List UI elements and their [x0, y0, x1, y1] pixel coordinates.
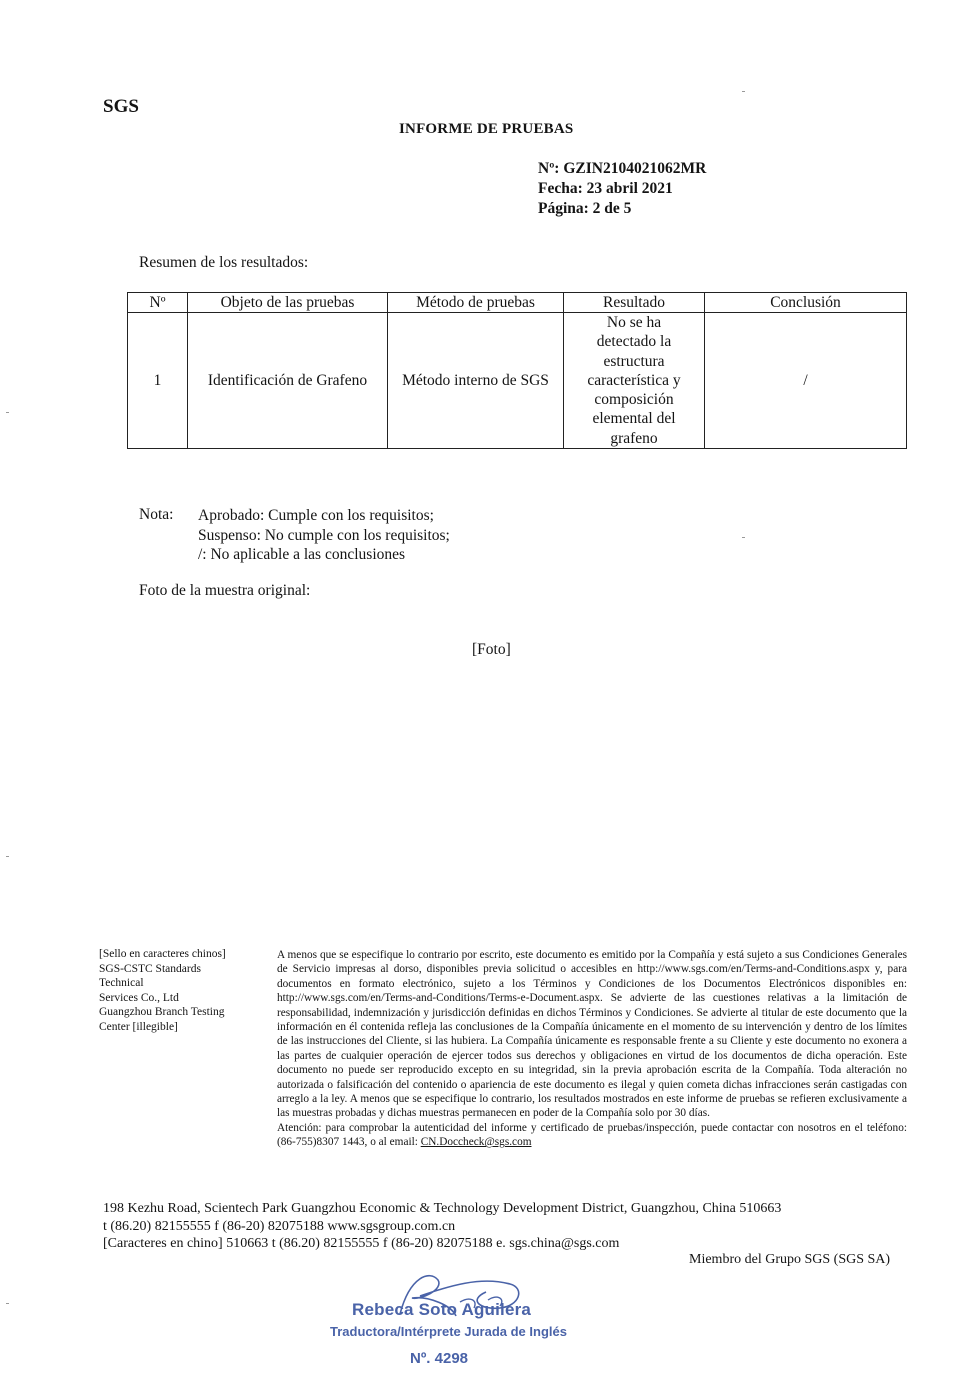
cell-object: Identificación de Grafeno — [188, 313, 388, 449]
photo-label: Foto de la muestra original: — [139, 582, 311, 599]
report-page: Página: 2 de 5 — [538, 200, 632, 217]
address-line: 198 Kezhu Road, Scientech Park Guangzhou Economic & Technology Development District, Guangzhou, China 510663 — [103, 1201, 782, 1216]
summary-label: Resumen de los resultados: — [139, 254, 309, 271]
cell-result — [564, 313, 705, 449]
note-line-not-applicable: /: No aplicable a las conclusiones — [198, 546, 406, 563]
stamp-line: SGS-CSTC Standards — [99, 962, 201, 975]
scan-speck — [742, 537, 745, 538]
scan-speck — [6, 1303, 9, 1304]
report-title: INFORME DE PRUEBAS — [399, 121, 574, 137]
report-date: Fecha: 23 abril 2021 — [538, 180, 673, 197]
result-line: característica y — [587, 371, 681, 389]
col-header-object: Objeto de las pruebas — [188, 293, 388, 313]
translator-role: Traductora/Intérprete Jurada de Inglés — [330, 1324, 567, 1339]
company-address — [103, 1200, 781, 1253]
scan-speck — [6, 856, 9, 857]
translator-number: Nº. 4298 — [410, 1350, 469, 1367]
translator-seal — [320, 1266, 580, 1376]
note-line-failed: Suspenso: No cumple con los requisitos; — [198, 526, 450, 544]
legal-disclaimer — [277, 948, 907, 1150]
stamp-line: Guangzhou Branch Testing — [99, 1006, 225, 1018]
col-header-conclusion: Conclusión — [705, 293, 907, 313]
col-header-method: Método de pruebas — [388, 293, 564, 313]
cell-conclusion: / — [705, 313, 907, 449]
col-header-number: Nº — [128, 293, 188, 313]
note-line-approved: Aprobado: Cumple con los requisitos; — [198, 507, 434, 524]
scan-speck — [6, 412, 9, 413]
table-row — [128, 313, 907, 449]
cell-number: 1 — [128, 313, 188, 449]
note-label: Nota: — [139, 506, 174, 523]
cell-method: Método interno de SGS — [388, 313, 564, 449]
group-membership: Miembro del Grupo SGS (SGS SA) — [689, 1252, 891, 1267]
company-brand: SGS — [103, 96, 139, 117]
result-line: estructura — [603, 352, 665, 370]
stamp-line: Services Co., Ltd — [99, 991, 179, 1004]
result-line: composición — [594, 391, 674, 409]
col-header-result: Resultado — [564, 293, 705, 313]
legal-text: A menos que se especifique lo contrario por escrito, este documento es emitido por la Compañía y está sujeto a sus Condiciones Generales de Servicio impresas al dorso, disponibles previa solicitud o accesibles en http://www.sgs.com/en/Terms-and-Conditions.aspx y, para documentos en formato electrónico, sujeto a los Términos y Condiciones de los Documentos Electrónicos disponibles en: http://www.sgs.com/en/Terms-and-Conditions/Terms-e-Document.aspx. Se advierte de las cuestiones relativas a la limitación de responsabilidad, indemnización y jurisdicción definidas en dichos Términos y Condiciones. Se advierte al titular de este documento que la información en él contenida refleja las conclusiones de la Compañía únicamente en el momento de su intervención y dentro de los límites de las instrucciones del Cliente, si las hubiera. La Compañía únicamente es responsable frente a su Cliente y este documento no exonera a las partes de cualquier operación de ejercer todos sus derechos y obligaciones en virtud de los documentos de dicha operación. Este documento no puede ser reproducido excepto en su integridad, sin la previa aprobación escrita de la Compañía. Toda alteración no autorizada o falsificación del contenido o apariencia de este documento es ilegal y quien cometa dichas infracciones serán castigadas con arreglo a la ley. A menos que se especifique lo contrario, los resultados mostrados en este informe de pruebas se refieren exclusivamente a las muestras probadas y dichas muestras permanecen en poder de la Compañía solo por 30 días. — [277, 949, 907, 1120]
scan-speck — [742, 91, 745, 92]
results-header-row — [128, 293, 907, 313]
stamp-line: [Sello en caracteres chinos] — [99, 948, 226, 960]
doccheck-email-link[interactable]: CN.Doccheck@sgs.com — [420, 1136, 532, 1149]
result-line: detectado la — [596, 333, 672, 351]
result-line: elemental del — [592, 410, 676, 428]
attention-text: Atención: para comprobar la autenticidad del informe y certificado de pruebas/inspección, puede contactar con nosotros en el teléfono: (86-755)8307 1443, o al email: — [277, 1121, 907, 1149]
translator-name: Rebeca Soto Aguilera — [352, 1300, 532, 1319]
result-line: grafeno — [610, 429, 658, 447]
results-table — [127, 292, 907, 449]
report-number: Nº: GZIN2104021062MR — [538, 160, 707, 177]
contact-line-chinese: [Caracteres en chino] 510663 t (86.20) 82155555 f (86-20) 82075188 e. sgs.china@sgs.com — [103, 1236, 620, 1251]
note-lines — [198, 506, 450, 565]
photo-placeholder: [Foto] — [472, 641, 511, 658]
report-meta — [538, 159, 706, 219]
contact-line: t (86.20) 82155555 f (86-20) 82075188 www.sgsgroup.com.cn — [103, 1218, 456, 1234]
stamp-line: Technical — [99, 977, 144, 989]
company-stamp-note — [99, 947, 249, 1034]
stamp-line: Center [illegible] — [99, 1020, 178, 1033]
result-line: No se ha — [606, 314, 662, 331]
